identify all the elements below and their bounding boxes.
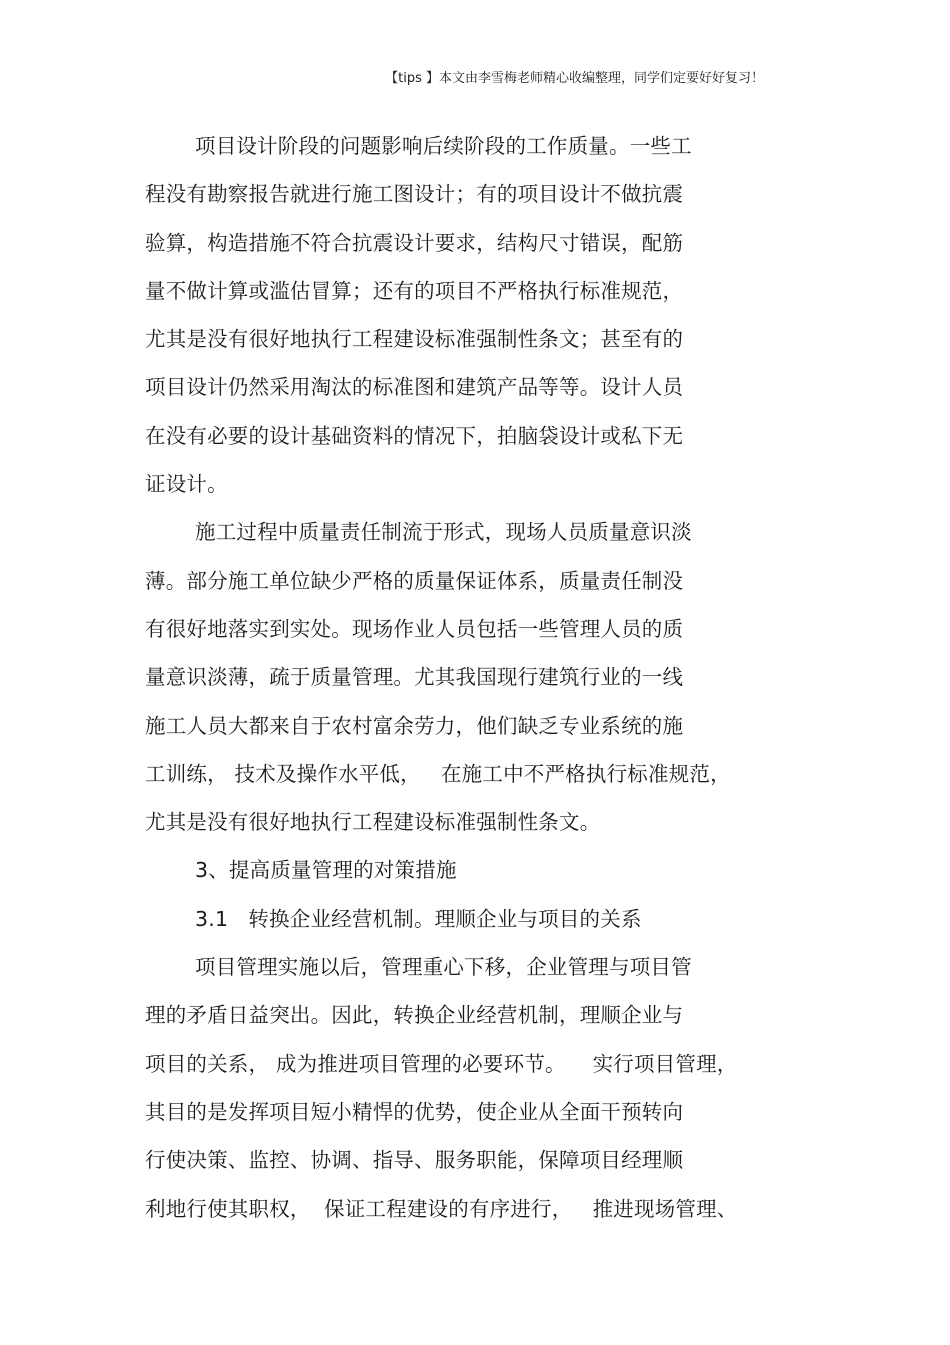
text-line: 施工人员大都来自于农村富余劳力，他们缺乏专业系统的施 [145, 713, 684, 738]
text-line: 项目管理实施以后，管理重心下移，企业管理与项目管 [195, 955, 692, 980]
text-line: 量不做计算或滥估冒算；还有的项目不严格执行标准规范， [145, 278, 684, 303]
text-line: 有很好地落实到实处。现场作业人员包括一些管理人员的质 [145, 616, 684, 641]
text-line: 证设计。 [145, 472, 228, 497]
body-text [145, 130, 805, 1241]
text-line: 行使决策、监控、协调、指导、服务职能，保障项目经理顺 [145, 1148, 684, 1173]
subsection-heading: 3.1 转换企业经营机制。理顺企业与项目的关系 [195, 906, 642, 931]
text-line: 尤其是没有很好地执行工程建设标准强制性条文；甚至有的 [145, 327, 684, 352]
text-line: 项目设计仍然采用淘汰的标准图和建筑产品等等。设计人员 [145, 375, 684, 400]
text-line: 利地行使其职权， 保证工程建设的有序进行， 推进现场管理、 [145, 1196, 738, 1221]
text-line: 在没有必要的设计基础资料的情况下，拍脑袋设计或私下无 [145, 423, 684, 448]
text-line: 项目的关系， 成为推进项目管理的必要环节。 实行项目管理， [145, 1051, 738, 1076]
text-line: 程没有勘察报告就进行施工图设计；有的项目设计不做抗震 [145, 182, 684, 207]
header-note: 【tips 】本文由李雪梅老师精心收编整理，同学们定要好好复习！ [385, 71, 764, 86]
section-heading: 3、提高质量管理的对策措施 [195, 858, 457, 883]
text-line: 工训练， 技术及操作水平低， 在施工中不严格执行标准规范， [145, 761, 731, 786]
text-line: 验算，构造措施不符合抗震设计要求，结构尺寸错误，配筋 [145, 230, 684, 255]
text-line: 薄。部分施工单位缺少严格的质量保证体系，质量责任制没 [145, 568, 684, 593]
text-line: 尤其是没有很好地执行工程建设标准强制性条文。 [145, 810, 601, 835]
text-line: 其目的是发挥项目短小精悍的优势，使企业从全面干预转向 [145, 1099, 684, 1124]
text-line: 施工过程中质量责任制流于形式，现场人员质量意识淡 [195, 520, 692, 545]
text-line: 量意识淡薄，疏于质量管理。尤其我国现行建筑行业的一线 [145, 665, 684, 690]
text-line: 项目设计阶段的问题影响后续阶段的工作质量。一些工 [195, 134, 692, 158]
text-line: 理的矛盾日益突出。因此，转换企业经营机制，理顺企业与 [145, 1003, 684, 1028]
